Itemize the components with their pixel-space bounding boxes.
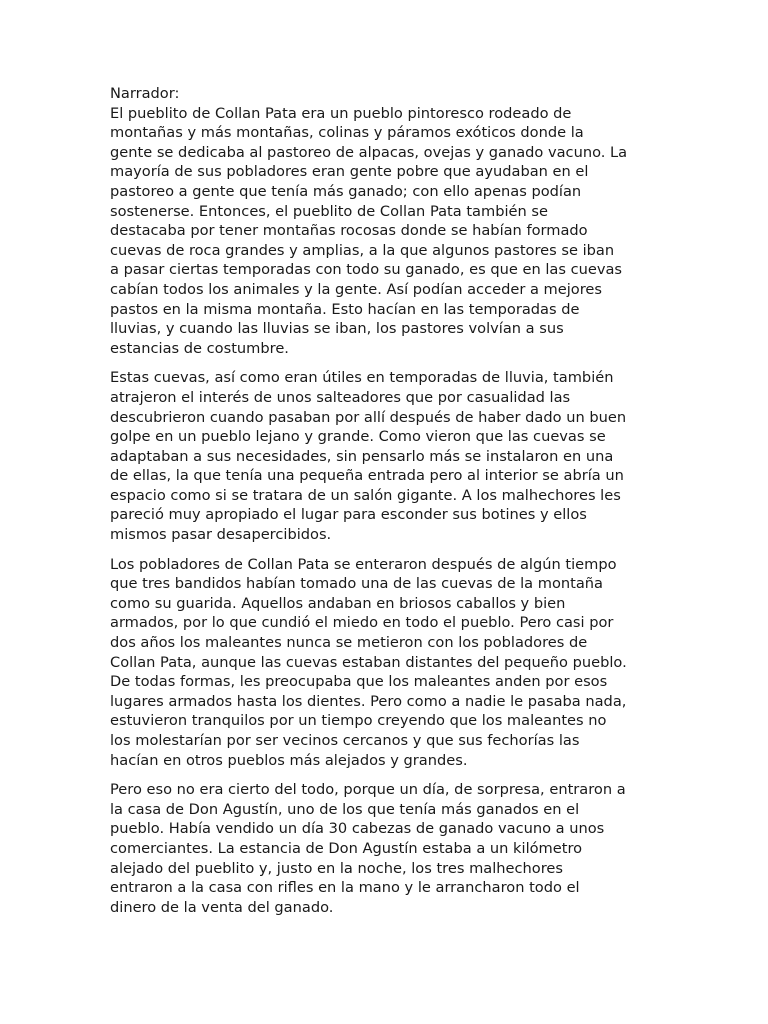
text-line: golpe en un pueblo lejano y grande. Como vieron que las cuevas se (110, 428, 606, 446)
text-line: dos años los maleantes nunca se metieron con los pobladores de (110, 634, 588, 652)
text-line: hacían en otros pueblos más alejados y grandes. (110, 751, 468, 769)
document-body (110, 84, 662, 917)
text-line: pareció muy apropiado el lugar para esconder sus botines y ellos (110, 506, 587, 524)
text-line: mismos pasar desapercibidos. (110, 526, 332, 544)
text-line: mayoría de sus pobladores eran gente pobre que ayudaban en el (110, 163, 589, 181)
text-line: que tres bandidos habían tomado una de las cuevas de la montaña (110, 575, 603, 593)
text-line: dinero de la venta del ganado. (110, 898, 334, 916)
text-line: alejado del pueblito y, justo en la noche, los tres malhechores (110, 859, 563, 877)
text-line: lugares armados hasta los dientes. Pero como a nadie le pasaba nada, (110, 692, 627, 710)
paragraph-2 (110, 368, 662, 544)
text-line: armados, por lo que cundió el miedo en todo el pueblo. Pero casi por (110, 614, 614, 632)
text-line: pueblo. Había vendido un día 30 cabezas de ganado vacuno a unos (110, 820, 605, 838)
text-line: de ellas, la que tenía una pequeña entrada pero al interior se abría un (110, 467, 624, 485)
text-line: estuvieron tranquilos por un tiempo creyendo que los maleantes no (110, 712, 607, 730)
text-line: estancias de costumbre. (110, 339, 289, 357)
text-line: cabían todos los animales y la gente. Así podían acceder a mejores (110, 280, 602, 298)
text-line: a pasar ciertas temporadas con todo su ganado, es que en las cuevas (110, 261, 623, 279)
text-line: atrajeron el interés de unos salteadores que por casualidad las (110, 388, 571, 406)
text-line: El pueblito de Collan Pata era un pueblo pintoresco rodeado de (110, 104, 572, 122)
paragraph-1 (110, 84, 662, 358)
text-line: espacio como si se tratara de un salón gigante. A los malhechores les (110, 486, 621, 504)
text-line: pastos en la misma montaña. Esto hacían en las temporadas de (110, 300, 580, 318)
text-line: pastoreo a gente que tenía más ganado; con ello apenas podían (110, 182, 582, 200)
text-line: la casa de Don Agustín, uno de los que tenía más ganados en el (110, 800, 580, 818)
text-line: cuevas de roca grandes y amplias, a la que algunos pastores se iban (110, 241, 615, 259)
text-line: Pero eso no era cierto del todo, porque un día, de sorpresa, entraron a (110, 781, 626, 799)
text-line: sostenerse. Entonces, el pueblito de Collan Pata también se (110, 202, 548, 220)
text-line: adaptaban a sus necesidades, sin pensarlo más se instalaron en una (110, 447, 614, 465)
text-line: Narrador: (110, 85, 180, 102)
paragraph-3 (110, 555, 662, 771)
text-line: lluvias, y cuando las lluvias se iban, los pastores volvían a sus (110, 320, 564, 338)
text-line: gente se dedicaba al pastoreo de alpacas, ovejas y ganado vacuno. La (110, 143, 628, 161)
text-line: comerciantes. La estancia de Don Agustín estaba a un kilómetro (110, 839, 583, 857)
text-line: destacaba por tener montañas rocosas donde se habían formado (110, 222, 588, 240)
text-line: Collan Pata, aunque las cuevas estaban distantes del pequeño pueblo. (110, 653, 627, 671)
text-line: Los pobladores de Collan Pata se enteraron después de algún tiempo (110, 555, 617, 573)
paragraph-4 (110, 780, 662, 917)
text-line: Estas cuevas, así como eran útiles en temporadas de lluvia, también (110, 369, 614, 387)
text-line: como su guarida. Aquellos andaban en briosos caballos y bien (110, 594, 566, 612)
text-line: los molestarían por ser vecinos cercanos y que sus fechorías las (110, 732, 580, 749)
text-line: De todas formas, les preocupaba que los maleantes anden por esos (110, 673, 608, 691)
text-line: descubrieron cuando pasaban por allí después de haber dado un buen (110, 408, 627, 426)
text-line: montañas y más montañas, colinas y páramos exóticos donde la (110, 124, 584, 142)
text-line: entraron a la casa con rifles en la mano y le arrancharon todo el (110, 879, 580, 897)
